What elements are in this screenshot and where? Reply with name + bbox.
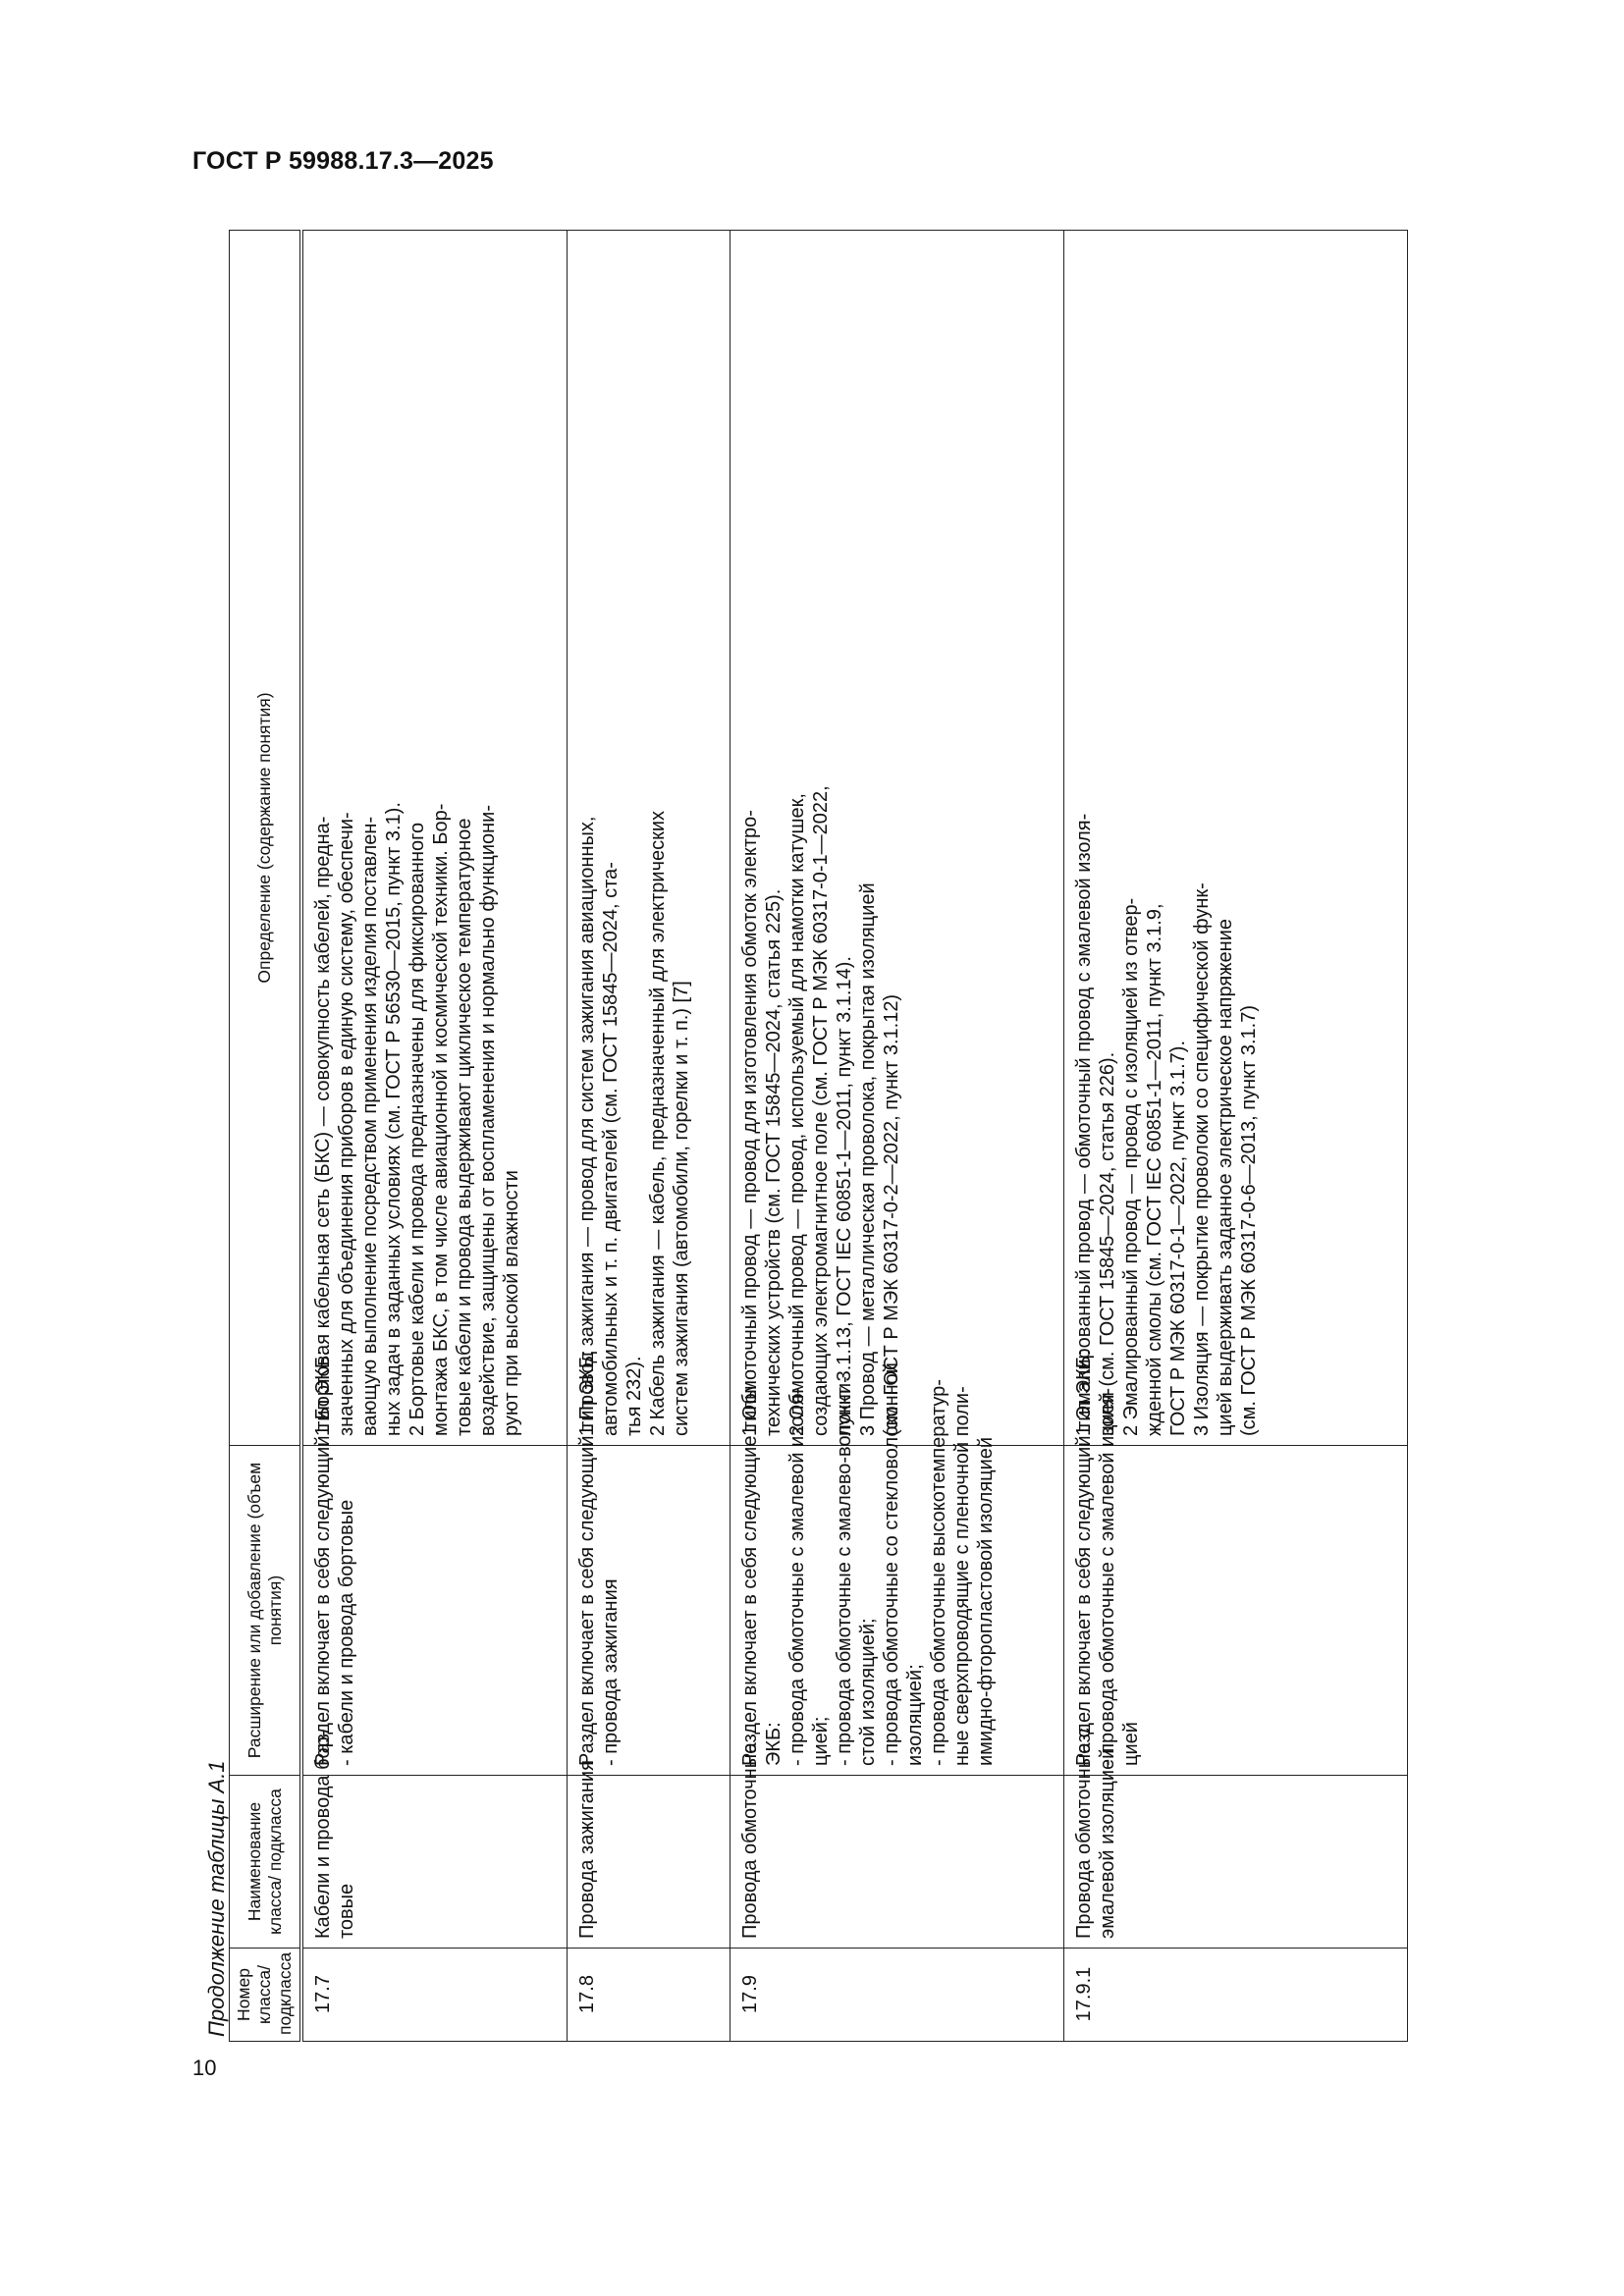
cell-extension [730, 1362, 1063, 1776]
text-line: вающую выполнение посредством применения изделия поставлен- [359, 816, 381, 1436]
text-line: - кабели и провода бортовые [336, 1499, 357, 1766]
text-line: Провода обмоточные [738, 1742, 761, 1939]
text-line: Раздел включает в себя следующий тип ЭКБ: [1072, 1350, 1095, 1766]
classification-table [229, 230, 1408, 2042]
cell-class-name [567, 1760, 730, 1949]
text-line: 1 Обмоточный провод — провод для изготовления обмоток электро- [738, 810, 761, 1436]
text-line: стой изоляцией; [856, 1618, 879, 1766]
text-line: - провода обмоточные со стекловолоконной [880, 1362, 902, 1766]
text-line: ных задач в заданных условиях (см. ГОСТ Р 56530—2015, пункт 3.1). [383, 802, 405, 1436]
text-line: цией; [809, 1716, 832, 1766]
table-row [730, 231, 1063, 2042]
text-line: значенных для объединения приборов в единую систему, обеспечи- [336, 812, 357, 1436]
column-header-number: Номер класса/ подкласса [230, 1949, 302, 2042]
cell-definition [567, 231, 730, 1446]
table-caption: Продолжение таблицы А.1 [204, 1760, 229, 2037]
text-line: (см. ГОСТ Р МЭК 60317-0-2—2022, пункт 3.1.12) [880, 993, 902, 1436]
text-line: - провода обмоточные с эмалевой изоля- [785, 1387, 808, 1766]
text-line: систем зажигания (автомобили, горелки и т. п.) [7] [670, 981, 692, 1436]
cell-class-name [301, 1730, 567, 1949]
text-line: ные сверхпроводящие с пленочной поли- [950, 1386, 973, 1766]
cell-extension [1063, 1350, 1407, 1776]
text-line: Провода обмоточные с [1072, 1728, 1095, 1939]
text-line: - провода обмоточные с эмалевой изоля- [1096, 1387, 1118, 1766]
text-line: жденной смолы (см. ГОСТ IEC 60851-1—2011, пункт 3.1.9, [1143, 903, 1165, 1436]
document-code: ГОСТ Р 59988.17.3—2025 [192, 147, 494, 175]
column-header-extension: Расширение или добавление (объем понятия) [230, 1446, 302, 1776]
text-line: 2 Эмалированный провод — провод с изоляцией из отвер- [1119, 897, 1142, 1436]
column-header-definition: Определение (содержание понятия) [230, 231, 302, 1446]
rotated-table-container [229, 231, 1402, 2042]
cell-number: 17.8 [567, 1949, 730, 2042]
text-line: автомобильных и т. п. двигателей (см. ГОСТ 15845—2024, ста- [599, 862, 622, 1436]
text-line: 3 Изоляция — покрытие проволоки со специфической функ- [1190, 882, 1213, 1436]
text-line: пункт 3.1.13, ГОСТ IEC 60851-1—2011, пункт 3.1.14). [833, 956, 855, 1436]
text-line: цией [1119, 1722, 1142, 1766]
cell-definition [1063, 231, 1407, 1446]
cell-definition [301, 231, 567, 1446]
text-line: 1 Бортовая кабельная сеть (БКС) — совокупность кабелей, предна- [312, 816, 334, 1436]
text-line: 2 Кабель зажигания — кабель, предназначенный для электрических [646, 810, 669, 1436]
text-line: - провода зажигания [599, 1578, 622, 1766]
text-line: цией выдерживать заданное электрическое напряжение [1214, 918, 1236, 1436]
text-line: ЭКБ: [762, 1722, 785, 1766]
text-line: воздействие, защищены от воспламенения и нормально функциони- [477, 805, 499, 1436]
cell-number: 17.9.1 [1063, 1949, 1407, 2042]
text-line: цией (см. ГОСТ 15845—2024, статья 226). [1096, 1051, 1118, 1436]
cell-extension [301, 1350, 567, 1776]
text-line: руют при высокой влажности [501, 1170, 522, 1436]
text-line: эмалевой изоляцией [1096, 1747, 1118, 1939]
text-line: Раздел включает в себя следующий тип ЭКБ: [575, 1350, 598, 1766]
cell-number: 17.9 [730, 1949, 1063, 2042]
cell-class-name [1063, 1728, 1407, 1949]
table-header-row [230, 231, 302, 2042]
cell-definition [730, 231, 1063, 1446]
text-line: изоляцией; [903, 1664, 926, 1766]
text-line: имидно-фторопластовой изоляцией [974, 1436, 997, 1766]
text-line: 3 Провод — металлическая проволока, покрытая изоляцией [856, 882, 879, 1436]
text-line: товые кабели и провода выдерживают циклическое температурное [454, 818, 475, 1436]
text-line: 2 Бортовые кабели и провода предназначены для фиксированного [406, 822, 428, 1436]
text-line: Раздел включает в себя следующий тип ЭКБ: [312, 1350, 334, 1766]
text-line: создающих электромагнитное поле (см. ГОСТ Р МЭК 60317-0-1—2022, [809, 785, 832, 1436]
text-line: монтажа БКС, в том числе авиационной и космической техники. Бор- [430, 803, 452, 1436]
column-header-name: Наименование класса/ подкласса [230, 1776, 302, 1949]
text-line: 1 Провод зажигания — провод для систем зажигания авиационных, [575, 816, 598, 1436]
text-line: тья 232). [623, 1356, 645, 1436]
text-line: (см. ГОСТ Р МЭК 60317-0-6—2013, пункт 3.1.7) [1237, 1005, 1260, 1436]
table-row [1063, 231, 1407, 2042]
table-row [301, 231, 567, 2042]
text-line: 2 Обмоточный провод — провод, используемый для намотки катушек, [785, 793, 808, 1436]
text-line: Провода зажигания [575, 1760, 598, 1939]
text-line: товые [336, 1883, 357, 1939]
text-line: Кабели и провода бор- [312, 1730, 334, 1939]
text-line: технических устройств (см. ГОСТ 15845—2024, статья 225). [762, 888, 785, 1436]
text-line: ГОСТ Р МЭК 60317-0-1—2022, пункт 3.1.7). [1166, 1040, 1189, 1436]
text-line: Раздел включает в себя следующие типы [738, 1385, 761, 1766]
text-line: - провода обмоточные высокотемператур- [927, 1379, 949, 1766]
page-number: 10 [192, 2056, 217, 2080]
cell-number: 17.7 [301, 1949, 567, 2042]
table-body [301, 231, 1407, 2042]
text-line: 1 Эмалированный провод — обмоточный провод с эмалевой изоля- [1072, 813, 1095, 1436]
text-line: - провода обмоточные с эмалево-волокни- [833, 1376, 855, 1766]
table-row [567, 231, 730, 2042]
